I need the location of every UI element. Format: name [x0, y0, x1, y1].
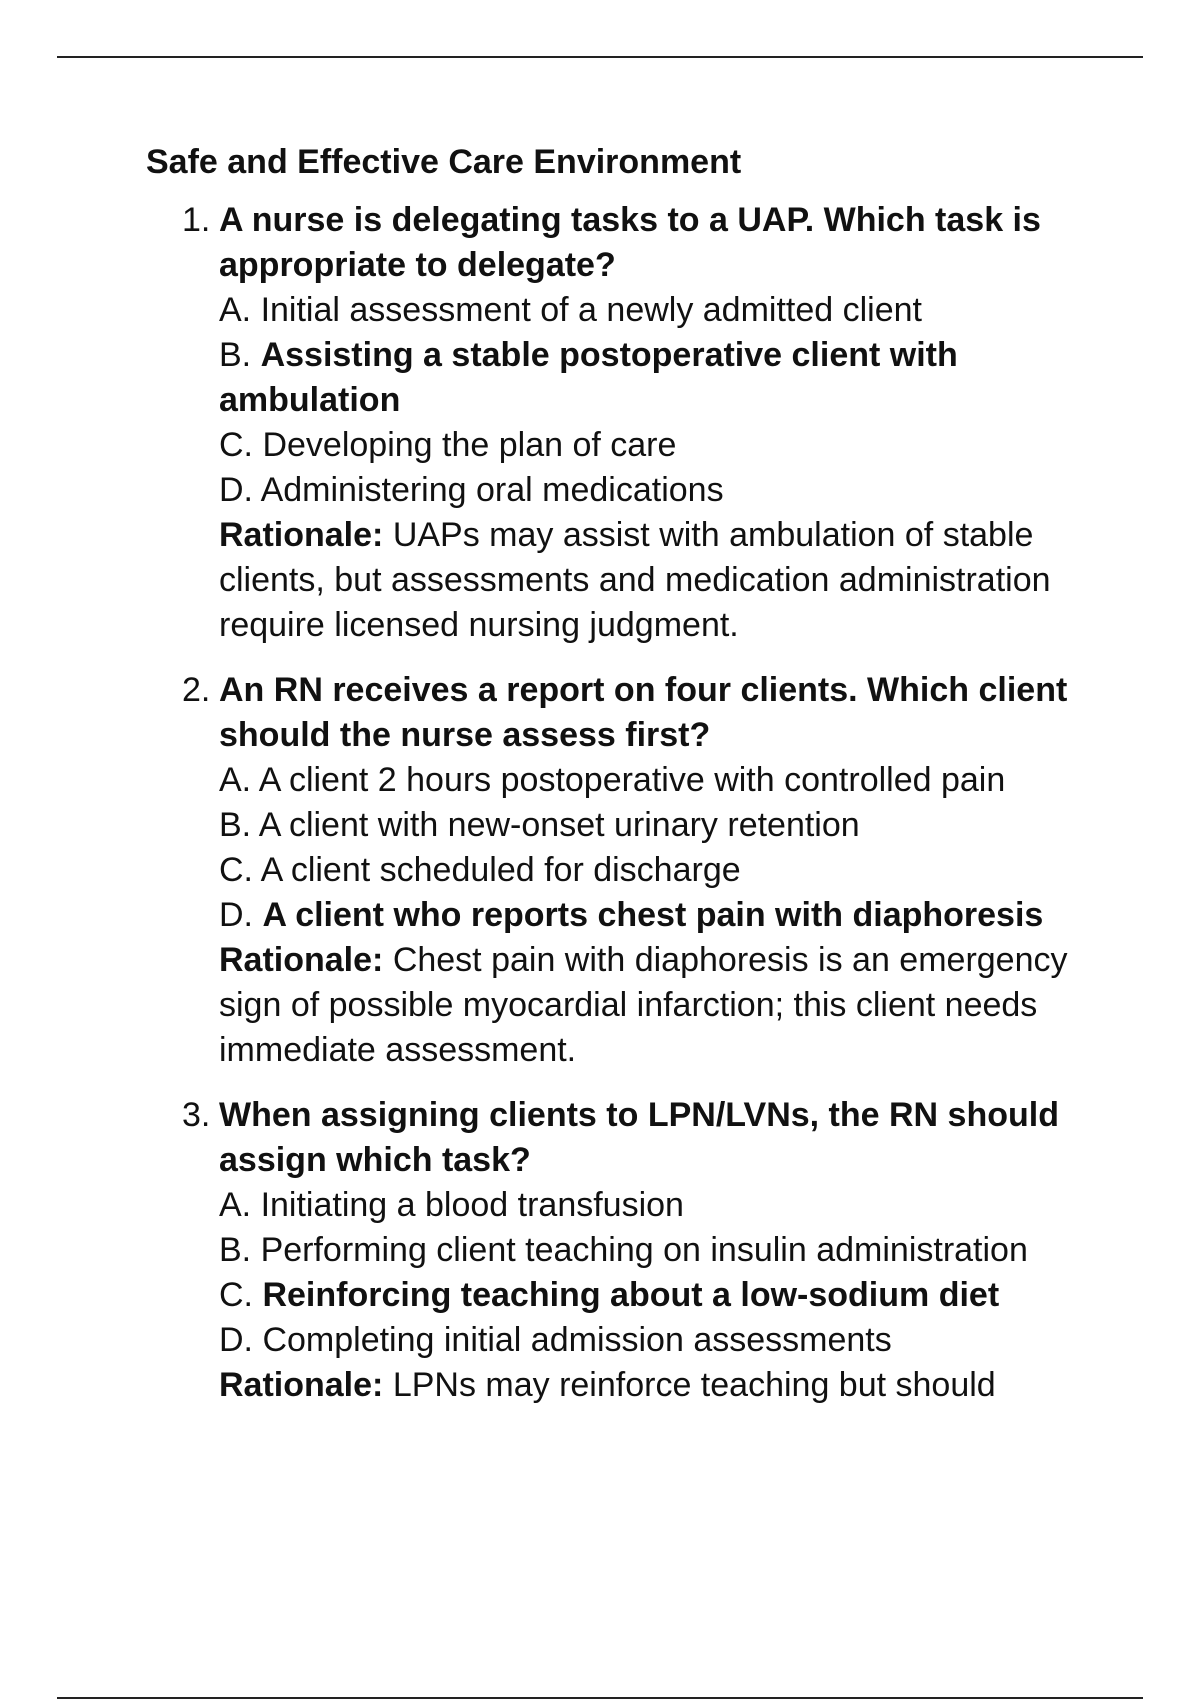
option-text: A client scheduled for discharge — [260, 851, 741, 889]
option-letter: B. — [219, 1231, 252, 1269]
option-c — [219, 848, 1106, 893]
question-1 — [146, 198, 1106, 648]
option-letter: D. — [219, 471, 253, 509]
rationale-label: Rationale: — [219, 1366, 384, 1404]
option-d — [219, 468, 1106, 513]
correct-answer-text: Assisting a stable postoperative client with ambulation — [219, 336, 958, 419]
option-letter: C. — [219, 1276, 253, 1314]
option-text: Administering oral medications — [260, 471, 724, 509]
option-letter: D. — [219, 1321, 253, 1359]
rationale-label: Rationale: — [219, 941, 384, 979]
option-letter: A. — [219, 1186, 252, 1224]
option-letter: C. — [219, 851, 253, 889]
option-d — [219, 1318, 1106, 1363]
rationale — [219, 513, 1106, 648]
question-3 — [146, 1093, 1106, 1408]
option-b — [219, 1228, 1106, 1273]
rationale — [219, 938, 1106, 1073]
option-c-correct — [219, 1273, 1106, 1318]
document-body — [146, 140, 1106, 1428]
section-title: Safe and Effective Care Environment — [146, 143, 742, 181]
option-text: Completing initial admission assessments — [262, 1321, 892, 1359]
rationale-text: Chest pain with diaphoresis is an emergency sign of possible myocardial infarction; this client needs immediate assessment. — [219, 941, 1068, 1069]
option-text: A client with new-onset urinary retention — [258, 806, 860, 844]
option-text: Performing client teaching on insulin administration — [260, 1231, 1028, 1269]
option-text: Initial assessment of a newly admitted client — [260, 291, 923, 329]
rationale — [219, 1363, 1106, 1408]
question-list — [146, 198, 1106, 1408]
question-number: 3. — [182, 1096, 211, 1134]
option-b — [219, 803, 1106, 848]
option-c — [219, 423, 1106, 468]
option-letter: B. — [219, 806, 252, 844]
rationale-text: UAPs may assist with ambulation of stable clients, but assessments and medication administration require licensed nursing judgment. — [219, 516, 1051, 644]
question-stem: A nurse is delegating tasks to a UAP. Which task is appropriate to delegate? — [219, 201, 1041, 284]
option-text: Initiating a blood transfusion — [260, 1186, 684, 1224]
question-number: 1. — [182, 201, 211, 239]
bottom-rule — [57, 1697, 1143, 1699]
question-stem: When assigning clients to LPN/LVNs, the RN should assign which task? — [219, 1096, 1059, 1179]
option-a — [219, 1183, 1106, 1228]
option-a — [219, 758, 1106, 803]
option-letter: D. — [219, 896, 253, 934]
option-text: A client 2 hours postoperative with controlled pain — [258, 761, 1006, 799]
top-rule — [57, 56, 1143, 58]
option-b-correct — [219, 333, 1106, 423]
option-letter: B. — [219, 336, 252, 374]
correct-answer-text: Reinforcing teaching about a low-sodium diet — [262, 1276, 1000, 1314]
option-letter: A. — [219, 761, 252, 799]
question-number: 2. — [182, 671, 211, 709]
option-letter: C. — [219, 426, 253, 464]
option-text: Developing the plan of care — [262, 426, 677, 464]
option-d-correct — [219, 893, 1106, 938]
question-2 — [146, 668, 1106, 1073]
option-a — [219, 288, 1106, 333]
rationale-label: Rationale: — [219, 516, 384, 554]
question-stem: An RN receives a report on four clients. Which client should the nurse assess first? — [219, 671, 1068, 754]
rationale-text: LPNs may reinforce teaching but should — [392, 1366, 996, 1404]
option-letter: A. — [219, 291, 252, 329]
correct-answer-text: A client who reports chest pain with diaphoresis — [262, 896, 1044, 934]
